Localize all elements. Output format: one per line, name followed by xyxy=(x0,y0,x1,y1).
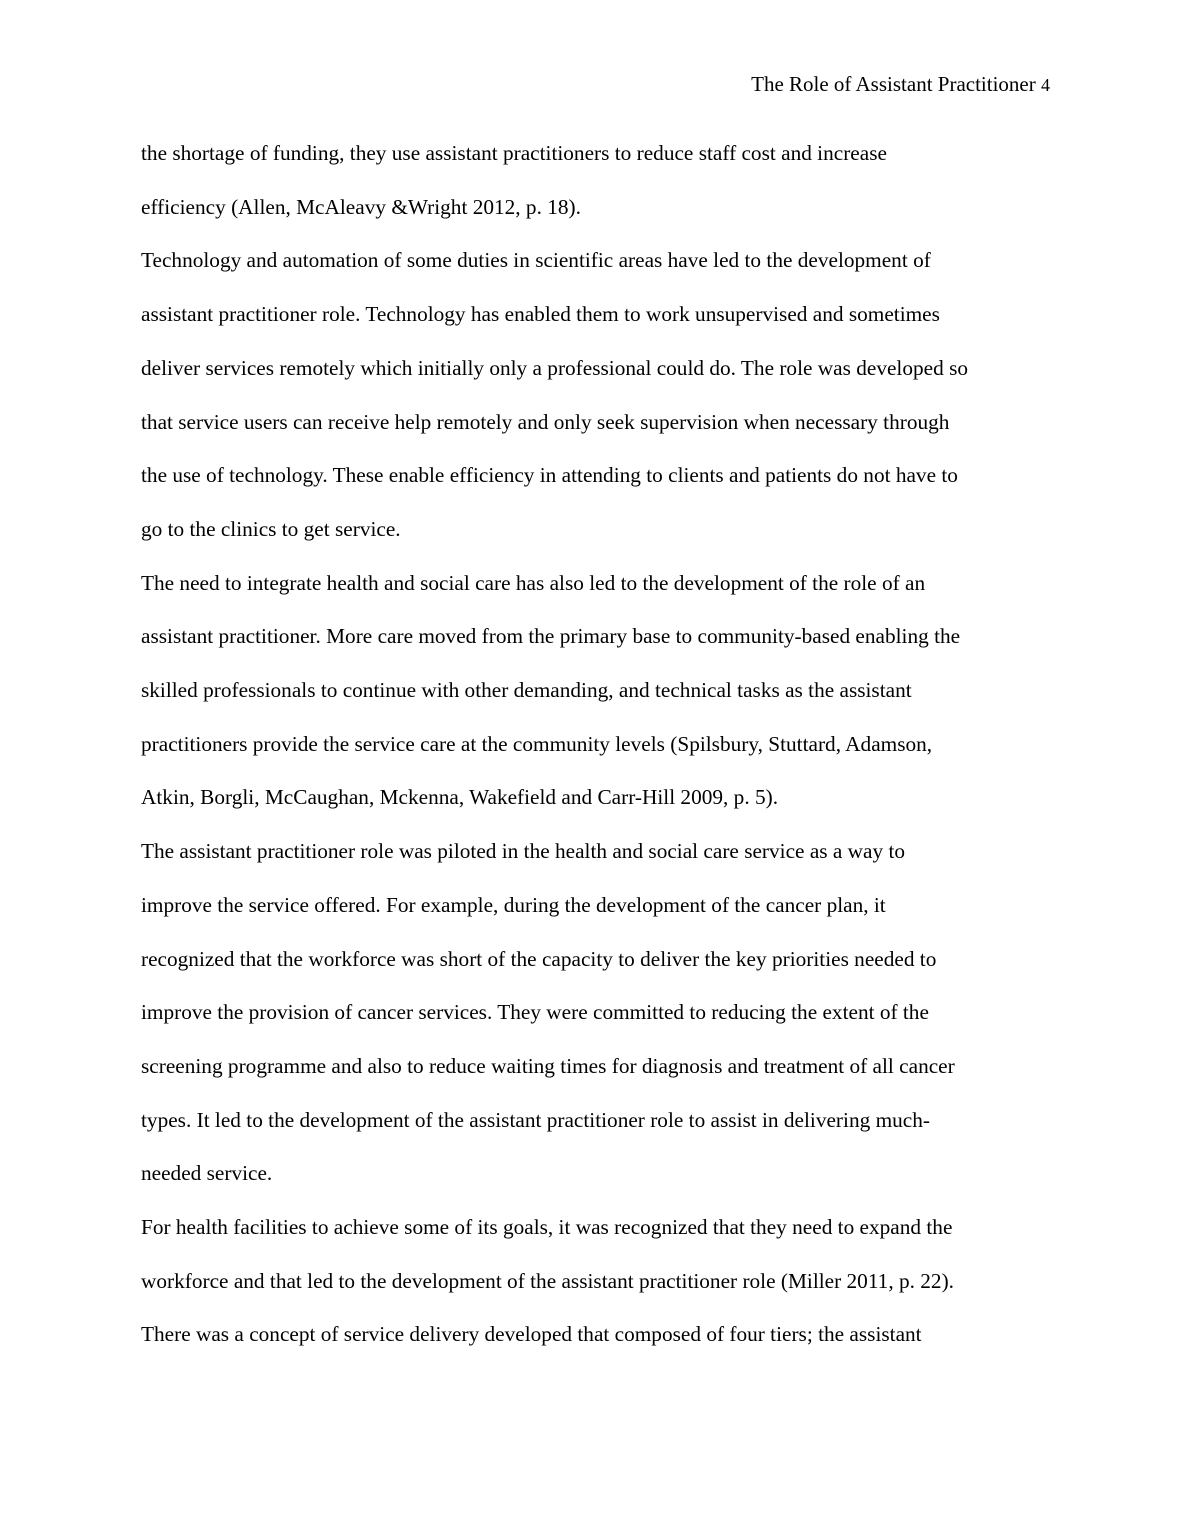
text-line: recognized that the workforce was short of the capacity to deliver the key priorities needed to xyxy=(141,946,937,971)
text-line: Technology and automation of some duties in scientific areas have led to the development of xyxy=(141,248,931,273)
text-line: improve the service offered. For example, during the development of the cancer plan, it xyxy=(141,892,886,917)
text-line: the use of technology. These enable efficiency in attending to clients and patients do not have to xyxy=(141,463,958,488)
running-title: The Role of Assistant Practitioner xyxy=(751,72,1036,96)
text-line: go to the clinics to get service. xyxy=(141,516,401,541)
text-line: that service users can receive help remotely and only seek supervision when necessary through xyxy=(141,409,950,434)
text-line: The assistant practitioner role was piloted in the health and social care service as a way to xyxy=(141,839,906,864)
text-line: assistant practitioner role. Technology has enabled them to work unsupervised and sometimes xyxy=(141,302,940,327)
text-line: screening programme and also to reduce waiting times for diagnosis and treatment of all cancer xyxy=(141,1053,955,1078)
text-line: improve the provision of cancer services. They were committed to reducing the extent of the xyxy=(141,1000,929,1025)
page-number: 4 xyxy=(1041,75,1050,95)
text-line: needed service. xyxy=(141,1161,273,1186)
text-line: the shortage of funding, they use assistant practitioners to reduce staff cost and increase xyxy=(141,141,887,165)
text-line: Atkin, Borgli, McCaughan, Mckenna, Wakefield and Carr-Hill 2009, p. 5). xyxy=(141,785,779,810)
text-line: The need to integrate health and social care has also led to the development of the role of an xyxy=(141,570,926,595)
text-line: There was a concept of service delivery developed that composed of four tiers; the assistant xyxy=(141,1322,922,1347)
text-line: practitioners provide the service care at the community levels (Spilsbury, Stuttard, Adamson, xyxy=(141,731,933,756)
text-line: types. It led to the development of the assistant practitioner role to assist in delivering much- xyxy=(141,1107,930,1132)
document-body xyxy=(141,127,1056,1362)
text-line: skilled professionals to continue with other demanding, and technical tasks as the assistant xyxy=(141,678,912,703)
text-line: assistant practitioner. More care moved from the primary base to community-based enabling the xyxy=(141,624,961,649)
text-line: efficiency (Allen, McAleavy &Wright 2012, p. 18). xyxy=(141,194,581,219)
text-line: workforce and that led to the development of the assistant practitioner role (Miller 2011, p. 22). xyxy=(141,1268,954,1293)
text-line: For health facilities to achieve some of its goals, it was recognized that they need to expand the xyxy=(141,1215,953,1240)
text-line: deliver services remotely which initially only a professional could do. The role was developed so xyxy=(141,355,969,380)
page-header xyxy=(751,68,1050,101)
